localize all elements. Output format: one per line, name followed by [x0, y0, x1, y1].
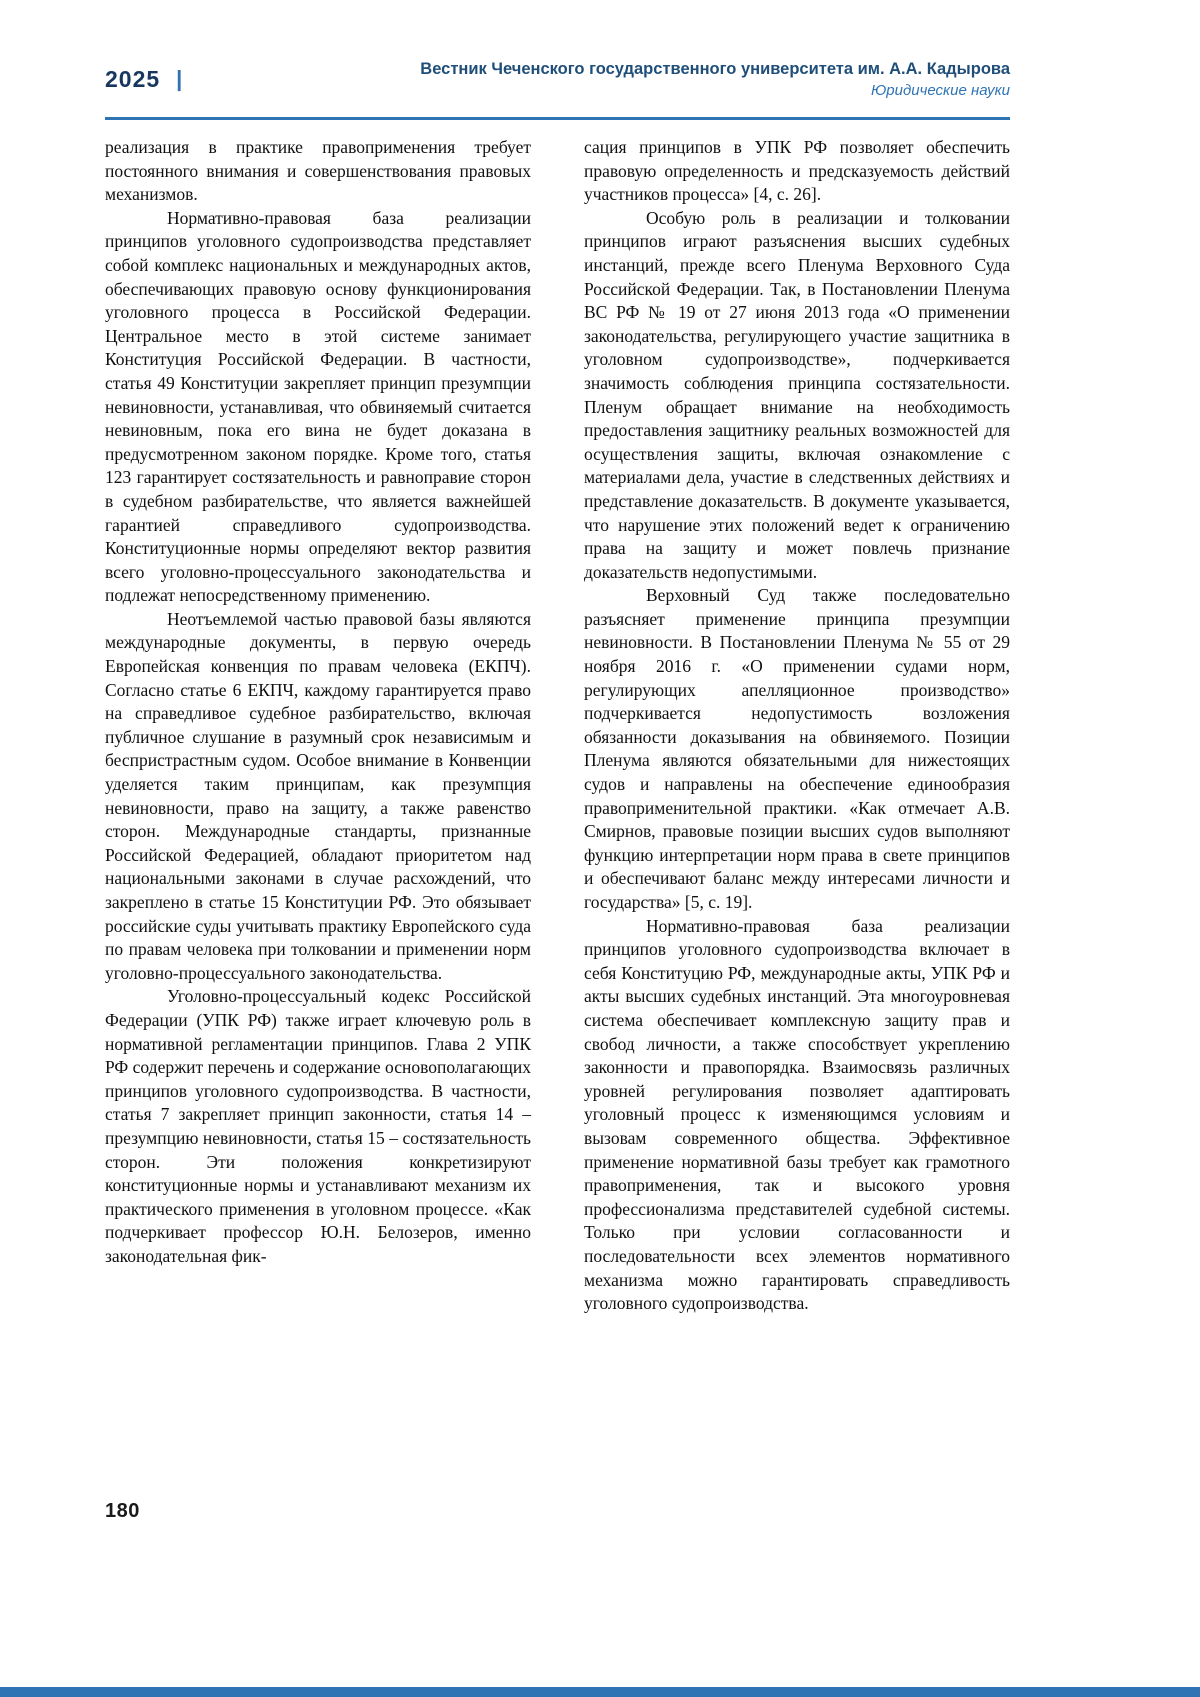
year-block	[105, 66, 182, 93]
paragraph-right-3: Верховный Суд также последовательно разъясняет применение принципа презумпции невиновности. В Постановлении Пленума № 55 от 29 ноября 2016 г. «О применении судами норм, регулирующих апелляционное производство» подчеркивается недопустимость возложения обязанности доказывания на обвиняемого. Позиции Пленума являются обязательными для нижестоящих судов и направлены на обеспечение единообразия правоприменительной практики. «Как отмечает А.В. Смирнов, правовые позиции высших судов выполняют функцию интерпретации норм права в свете принципов и обеспечивают баланс между интересами личности и государства» [5, с. 19].	[584, 585, 1010, 912]
bottom-accent-bar	[0, 1687, 1200, 1697]
paragraph-left-1: реализация в практике правоприменения требует постоянного внимания и совершенствования правовых механизмов.	[105, 137, 531, 205]
paragraph-right-2: Особую роль в реализации и толковании принципов играют разъяснения высших судебных инстанций, прежде всего Пленума Верховного Суда Российской Федерации. Так, в Постановлении Пленума ВС РФ № 19 от 27 июня 2013 года «О применении законодательства, регулирующего участие защитника в уголовном судопроизводстве», подчеркивается значимость соблюдения принципа состязательности. Пленум обращает внимание на необходимость предоставления защитнику реальных возможностей для осуществления защиты, включая ознакомление с материалами дела, участие в следственных действиях и представление доказательств. В документе указывается, что нарушение этих положений ведет к ограничению права на защиту и может повлечь признание доказательств недопустимыми.	[584, 207, 1010, 582]
journal-title-block	[420, 58, 1010, 101]
journal-title: Вестник Чеченского государственного университета им. А.А. Кадырова	[420, 60, 1010, 78]
header-divider-rule	[105, 117, 1010, 120]
year-label: 2025	[105, 66, 161, 92]
page-header	[105, 58, 1010, 101]
paragraph-left-2: Нормативно-правовая база реализации принципов уголовного судопроизводства представляет собой комплекс национальных и международных актов, обеспечивающих правовую основу функционирования уголовного процесса в Российской Федерации. Центральное место в этой системе занимает Конституция Российской Федерации. В частности, статья 49 Конституции закрепляет принцип презумпции невиновности, устанавливая, что обвиняемый считается невиновным, пока его вина не будет доказана в предусмотренном законом порядке. Кроме того, статья 123 гарантирует состязательность и равноправие сторон в судебном разбирательстве, что является важнейшей гарантией справедливого судопроизводства. Конституционные нормы определяют вектор развития всего уголовно-процессуального законодательства и подлежат непосредственному применению.	[105, 207, 531, 606]
page-number: 180	[105, 1500, 140, 1522]
paragraph-left-4: Уголовно-процессуальный кодекс Российской Федерации (УПК РФ) также играет ключевую роль в нормативной регламентации принципов. Глава 2 УПК РФ содержит перечень и содержание основополагающих принципов уголовного судопроизводства. В частности, статья 7 закрепляет принцип законности, статья 14 – презумпцию невиновности, статья 15 – состязательность сторон. Эти положения конкретизируют конституционные нормы и устанавливают механизм их практического применения в уголовном процессе. «Как подчеркивает профессор Ю.Н. Белозеров, именно законодательная фик-	[105, 986, 531, 1266]
year-divider: |	[176, 65, 183, 91]
paragraph-left-3: Неотъемлемой частью правовой базы являются международные документы, в первую очередь Европейская конвенция по правам человека (ЕКПЧ). Согласно статье 6 ЕКПЧ, каждому гарантируется право на справедливое судебное разбирательство, включая публичное слушание в разумный срок независимым и беспристрастным судом. Особое внимание в Конвенции уделяется таким принципам, как презумпция невиновности, право на защиту, а также равенство сторон. Международные стандарты, признанные Российской Федерацией, обладают приоритетом над национальными законами в случае расхождений, что закреплено в статье 15 Конституции РФ. Это обязывает российские суды учитывать практику Европейского суда по правам человека при толковании и применении норм уголовно-процессуального законодательства.	[105, 608, 531, 983]
paragraph-right-4: Нормативно-правовая база реализации принципов уголовного судопроизводства включает в себя Конституцию РФ, международные акты, УПК РФ и акты высших судебных инстанций. Эта многоуровневая система обеспечивает комплексную защиту прав и свобод личности, а также способствует укреплению законности и правопорядка. Взаимосвязь различных уровней регулирования позволяет адаптировать уголовный процесс к изменяющимся условиям и вызовам современного общества. Эффективное применение нормативной базы требует как грамотного правоприменения, так и высокого уровня профессионализма представителей судебной системы. Только при условии согласованности и последовательности всех элементов нормативного механизма можно гарантировать справедливость уголовного судопроизводства.	[584, 915, 1010, 1314]
article-body	[105, 136, 1010, 1316]
paragraph-right-1: сация принципов в УПК РФ позволяет обеспечить правовую определенность и предсказуемость действий участников процесса» [4, с. 26].	[584, 137, 1010, 205]
left-column	[105, 136, 531, 1316]
right-column	[584, 136, 1010, 1316]
journal-section-label: Юридические науки	[870, 82, 1010, 99]
